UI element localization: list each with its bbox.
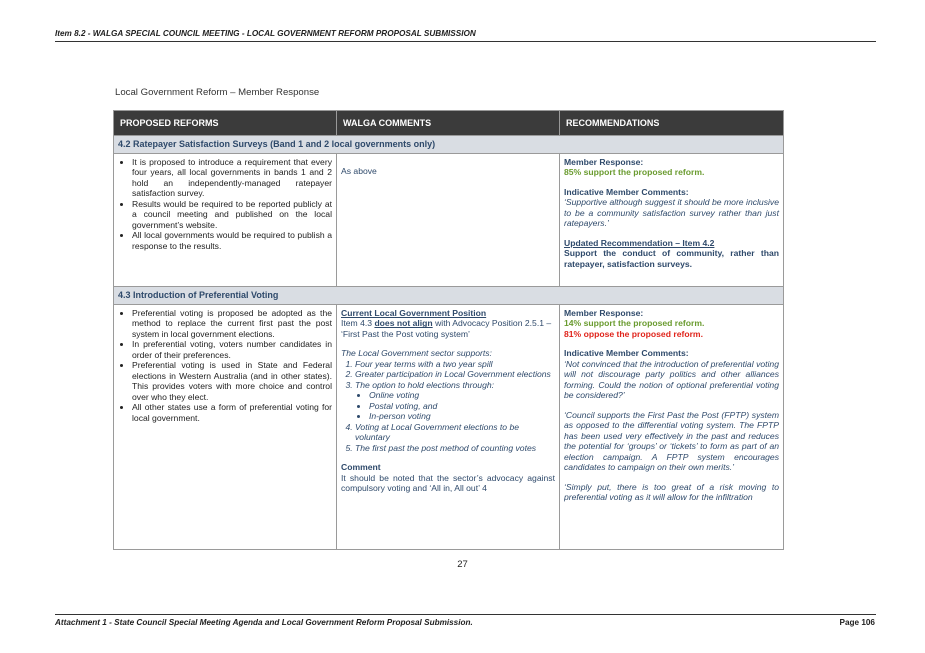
position-label: Current Local Government Position [341, 307, 487, 318]
section-row [114, 286, 784, 304]
indicative-comments-label: Indicative Member Comments: [564, 186, 689, 197]
page-header: Item 8.2 - WALGA SPECIAL COUNCIL MEETING - LOCAL GOVERNMENT REFORM PROPOSAL SUBMISSION [55, 29, 476, 38]
table-row [114, 304, 784, 549]
updated-recommendation-label: Updated Recommendation – Item 4.2 [564, 237, 715, 248]
list-item: • Results would be required to be reported publicly at a council meeting and published on the local government’s website. [132, 199, 332, 230]
position-text-pre: Item 4.3 [341, 318, 375, 329]
comment-label: Comment [341, 462, 381, 473]
supports-list [341, 359, 555, 453]
comment-text: It should be noted that the sector’s advocacy against compulsory voting and ‘All in, All out’ 4 [341, 472, 555, 494]
support-percent: 85% support the proposed reform. [564, 167, 705, 178]
col-recommendations: RECOMMENDATIONS [560, 111, 784, 136]
updated-recommendation-text: Support the conduct of community, rather than ratepayer, satisfaction surveys. [564, 248, 779, 269]
list-item: • Online voting [369, 390, 555, 400]
list-item: 4. Voting at Local Government elections to be voluntary [355, 422, 555, 443]
member-comment: ‘Simply put, there is too great of a risk moving to preferential voting as it will allow for the infiltration [564, 481, 779, 503]
list-item: 2. Greater participation in Local Government elections [355, 369, 555, 379]
position-text [341, 318, 555, 339]
walga-comment: As above [341, 165, 377, 176]
proposed-cell [114, 153, 337, 286]
section-title-4-2: 4.2 Ratepayer Satisfaction Surveys (Band 1 and 2 local governments only) [114, 136, 784, 154]
reform-table [113, 110, 784, 550]
col-proposed-reforms: PROPOSED REFORMS [114, 111, 337, 136]
support-percent: 14% support the proposed reform. [564, 318, 705, 329]
list-item: • Preferential voting is proposed be adopted as the method to replace the current first past the post system in local government elections. [132, 308, 332, 339]
recommendation-cell [560, 153, 784, 286]
proposed-cell [114, 304, 337, 549]
member-response-label: Member Response: [564, 307, 644, 318]
does-not-align: does not align [374, 318, 433, 329]
list-item: • All local governments would be required to publish a response to the results. [132, 230, 332, 251]
indicative-comments-label: Indicative Member Comments: [564, 348, 689, 359]
supports-item-text: The option to hold elections through: [355, 379, 495, 390]
footer-page-label: Page 106 [839, 618, 875, 627]
header-rule [55, 41, 876, 42]
supports-intro: The Local Government sector supports: [341, 348, 492, 359]
position-text-post: with Advocacy Position 2.5.1 – ‘First Past the Post voting system’ [341, 318, 552, 339]
member-response-label: Member Response: [564, 156, 644, 167]
list-item: 5. The first past the post method of counting votes [355, 443, 555, 453]
section-row [114, 136, 784, 154]
list-item: • Preferential voting is used in State and Federal elections in Western Australia (and in other states). This provides voters with more choice and control over who they elect. [132, 360, 332, 402]
page-number: 27 [457, 559, 468, 570]
list-item: • Postal voting, and [369, 401, 555, 411]
member-comment: ‘Not convinced that the introduction of preferential voting will not discourage party politics and other alliances forming. Could the notion of optional preferential voting be considered?’ [564, 358, 779, 401]
list-item: • All other states use a form of preferential voting for local government. [132, 402, 332, 423]
col-walga-comments: WALGA COMMENTS [337, 111, 560, 136]
table-header-row [114, 111, 784, 136]
table-row [114, 153, 784, 286]
member-comment: ‘Council supports the First Past the Post (FPTP) system as opposed to the differential voting system. The FPTP has been used very effectively in the past and reduces the potential for ‘groups’ or ‘tickets’ to form as part of an election campaign. A FPTP system encourages candidates to campaign on their own merits.’ [564, 409, 779, 473]
document-title: Local Government Reform – Member Response [115, 87, 320, 98]
list-item: • In-person voting [369, 411, 555, 421]
footer-attachment-text: Attachment 1 - State Council Special Meeting Agenda and Local Government Reform Proposal Submission. [55, 618, 473, 627]
walga-cell [337, 153, 560, 286]
section-title-4-3: 4.3 Introduction of Preferential Voting [114, 286, 784, 304]
list-item [355, 380, 555, 422]
member-comment: ‘Supportive although suggest it should be more inclusive to be a community satisfaction survey rather than just ratepayers.’ [564, 197, 779, 229]
oppose-percent: 81% oppose the proposed reform. [564, 328, 703, 339]
footer-rule [55, 614, 876, 615]
recommendation-cell [560, 304, 784, 549]
list-item: • It is proposed to introduce a requirement that every four years, all local governments in bands 1 and 2 hold an independently-managed ratepayer satisfaction survey. [132, 157, 332, 199]
list-item: 1. Four year terms with a two year spill [355, 359, 555, 369]
list-item: • In preferential voting, voters number candidates in order of their preferences. [132, 339, 332, 360]
walga-cell [337, 304, 560, 549]
